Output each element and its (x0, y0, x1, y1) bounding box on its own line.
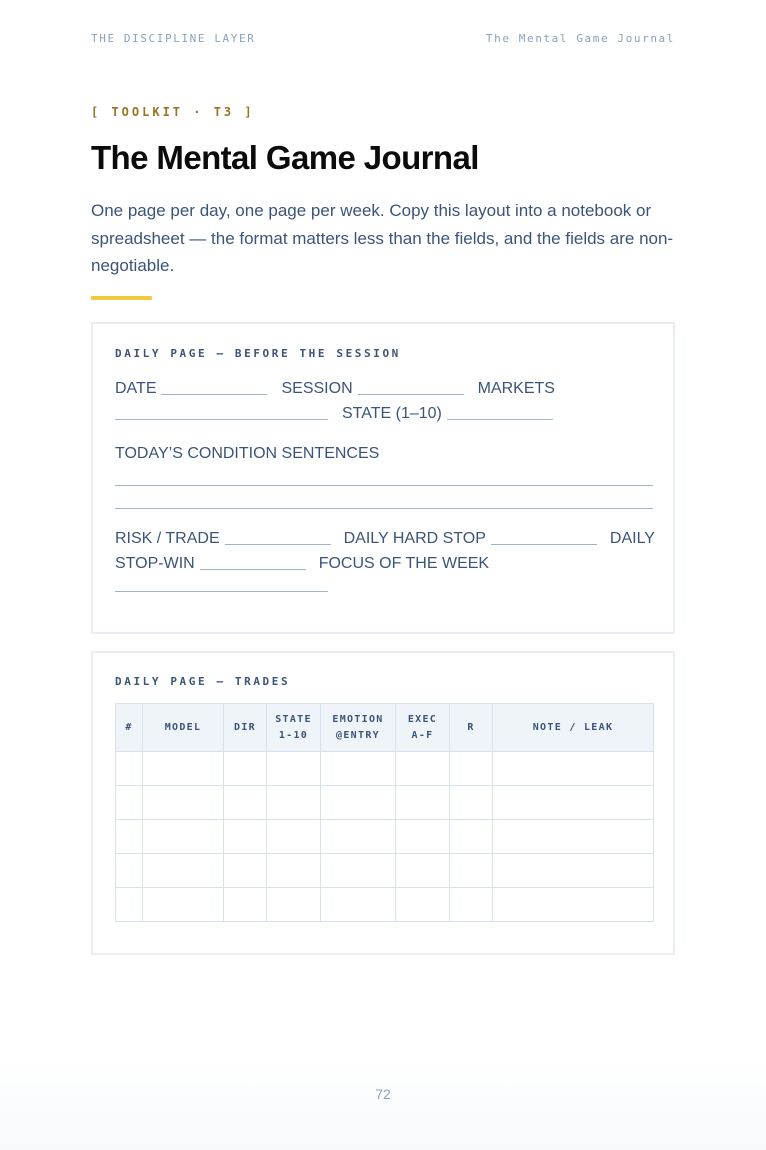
table-cell[interactable] (143, 786, 224, 820)
trades-table (115, 703, 654, 922)
running-head (91, 32, 675, 45)
table-cell[interactable] (396, 786, 450, 820)
table-cell[interactable] (493, 888, 654, 922)
daily-hard-stop-label: DAILY HARD STOP (343, 530, 486, 547)
condition-sentences-label: TODAY’S CONDITION SENTENCES (115, 445, 380, 462)
trades-body (116, 752, 654, 922)
table-cell[interactable] (493, 854, 654, 888)
fields-row-2 (115, 401, 553, 423)
risk-trade-label: RISK / TRADE (115, 530, 220, 547)
table-cell[interactable] (396, 888, 450, 922)
col-header-note: NOTE / LEAK (493, 704, 654, 752)
fields-row-1 (115, 376, 555, 398)
daily-stop-win-label-end: STOP-WIN (115, 555, 195, 572)
markets-label: MARKETS (477, 380, 555, 397)
table-cell[interactable] (267, 820, 321, 854)
table-cell[interactable] (267, 786, 321, 820)
markets-blank[interactable] (115, 419, 328, 420)
condition-sentence-line-1[interactable] (115, 485, 653, 486)
focus-of-week-blank[interactable] (115, 591, 328, 592)
accent-rule (91, 296, 152, 300)
table-cell[interactable] (224, 752, 267, 786)
table-cell[interactable] (396, 854, 450, 888)
session-blank[interactable] (358, 394, 464, 395)
table-cell[interactable] (224, 820, 267, 854)
table-cell[interactable] (450, 854, 493, 888)
table-cell[interactable] (321, 888, 396, 922)
trades-label: DAILY PAGE — TRADES (115, 675, 291, 688)
state-label: STATE (1–10) (342, 405, 442, 422)
table-cell[interactable] (450, 820, 493, 854)
col-header-exec: EXEC A-F (396, 704, 450, 752)
running-head-chapter: The Mental Game Journal (485, 32, 675, 45)
fields-row-5 (115, 551, 489, 573)
table-row (116, 786, 654, 820)
table-cell[interactable] (143, 888, 224, 922)
table-row (116, 820, 654, 854)
table-cell[interactable] (321, 820, 396, 854)
table-row (116, 854, 654, 888)
table-cell[interactable] (116, 854, 143, 888)
trades-header-row (116, 704, 654, 752)
condition-sentence-line-2[interactable] (115, 508, 653, 509)
table-cell[interactable] (143, 752, 224, 786)
fields-row-3 (115, 441, 379, 463)
table-cell[interactable] (450, 752, 493, 786)
table-cell[interactable] (224, 786, 267, 820)
trades-card (91, 651, 675, 955)
table-cell[interactable] (116, 752, 143, 786)
daily-stop-win-blank[interactable] (200, 569, 306, 570)
before-session-label: DAILY PAGE — BEFORE THE SESSION (115, 347, 401, 360)
page-title: The Mental Game Journal (91, 139, 479, 176)
table-cell[interactable] (267, 854, 321, 888)
table-cell[interactable] (321, 854, 396, 888)
fields-row-4 (115, 526, 655, 548)
session-label: SESSION (281, 380, 353, 397)
col-header-state: STATE 1-10 (267, 704, 321, 752)
table-cell[interactable] (493, 786, 654, 820)
col-header-emotion: EMOTION @ENTRY (321, 704, 396, 752)
toolkit-kicker: [ TOOLKIT · T3 ] (91, 105, 255, 119)
table-cell[interactable] (143, 854, 224, 888)
table-cell[interactable] (396, 752, 450, 786)
table-cell[interactable] (321, 786, 396, 820)
col-header-r: R (450, 704, 493, 752)
table-cell[interactable] (396, 820, 450, 854)
table-cell[interactable] (493, 820, 654, 854)
daily-hard-stop-blank[interactable] (491, 544, 597, 545)
table-cell[interactable] (493, 752, 654, 786)
table-row (116, 888, 654, 922)
fields-row-6 (115, 573, 328, 595)
intro-paragraph: One page per day, one page per week. Copy this layout into a notebook or spreadsheet — the format matters less than the fields, and the fields are non-negotiable. (91, 201, 674, 275)
risk-trade-blank[interactable] (225, 544, 331, 545)
table-cell[interactable] (321, 752, 396, 786)
table-cell[interactable] (450, 888, 493, 922)
col-header-model: MODEL (143, 704, 224, 752)
page-number: 72 (375, 1086, 391, 1102)
state-blank[interactable] (447, 419, 553, 420)
table-cell[interactable] (143, 820, 224, 854)
table-cell[interactable] (267, 752, 321, 786)
table-cell[interactable] (224, 888, 267, 922)
date-blank[interactable] (161, 394, 267, 395)
daily-stop-win-label-start: DAILY (609, 530, 655, 547)
table-cell[interactable] (224, 854, 267, 888)
table-cell[interactable] (450, 786, 493, 820)
running-head-section: THE DISCIPLINE LAYER (91, 32, 256, 45)
col-header-number: # (116, 704, 143, 752)
table-cell[interactable] (267, 888, 321, 922)
date-label: DATE (115, 380, 157, 397)
before-session-card (91, 322, 675, 634)
table-cell[interactable] (116, 786, 143, 820)
col-header-dir: DIR (224, 704, 267, 752)
table-row (116, 752, 654, 786)
table-cell[interactable] (116, 888, 143, 922)
focus-of-week-label: FOCUS OF THE WEEK (318, 555, 490, 572)
table-cell[interactable] (116, 820, 143, 854)
